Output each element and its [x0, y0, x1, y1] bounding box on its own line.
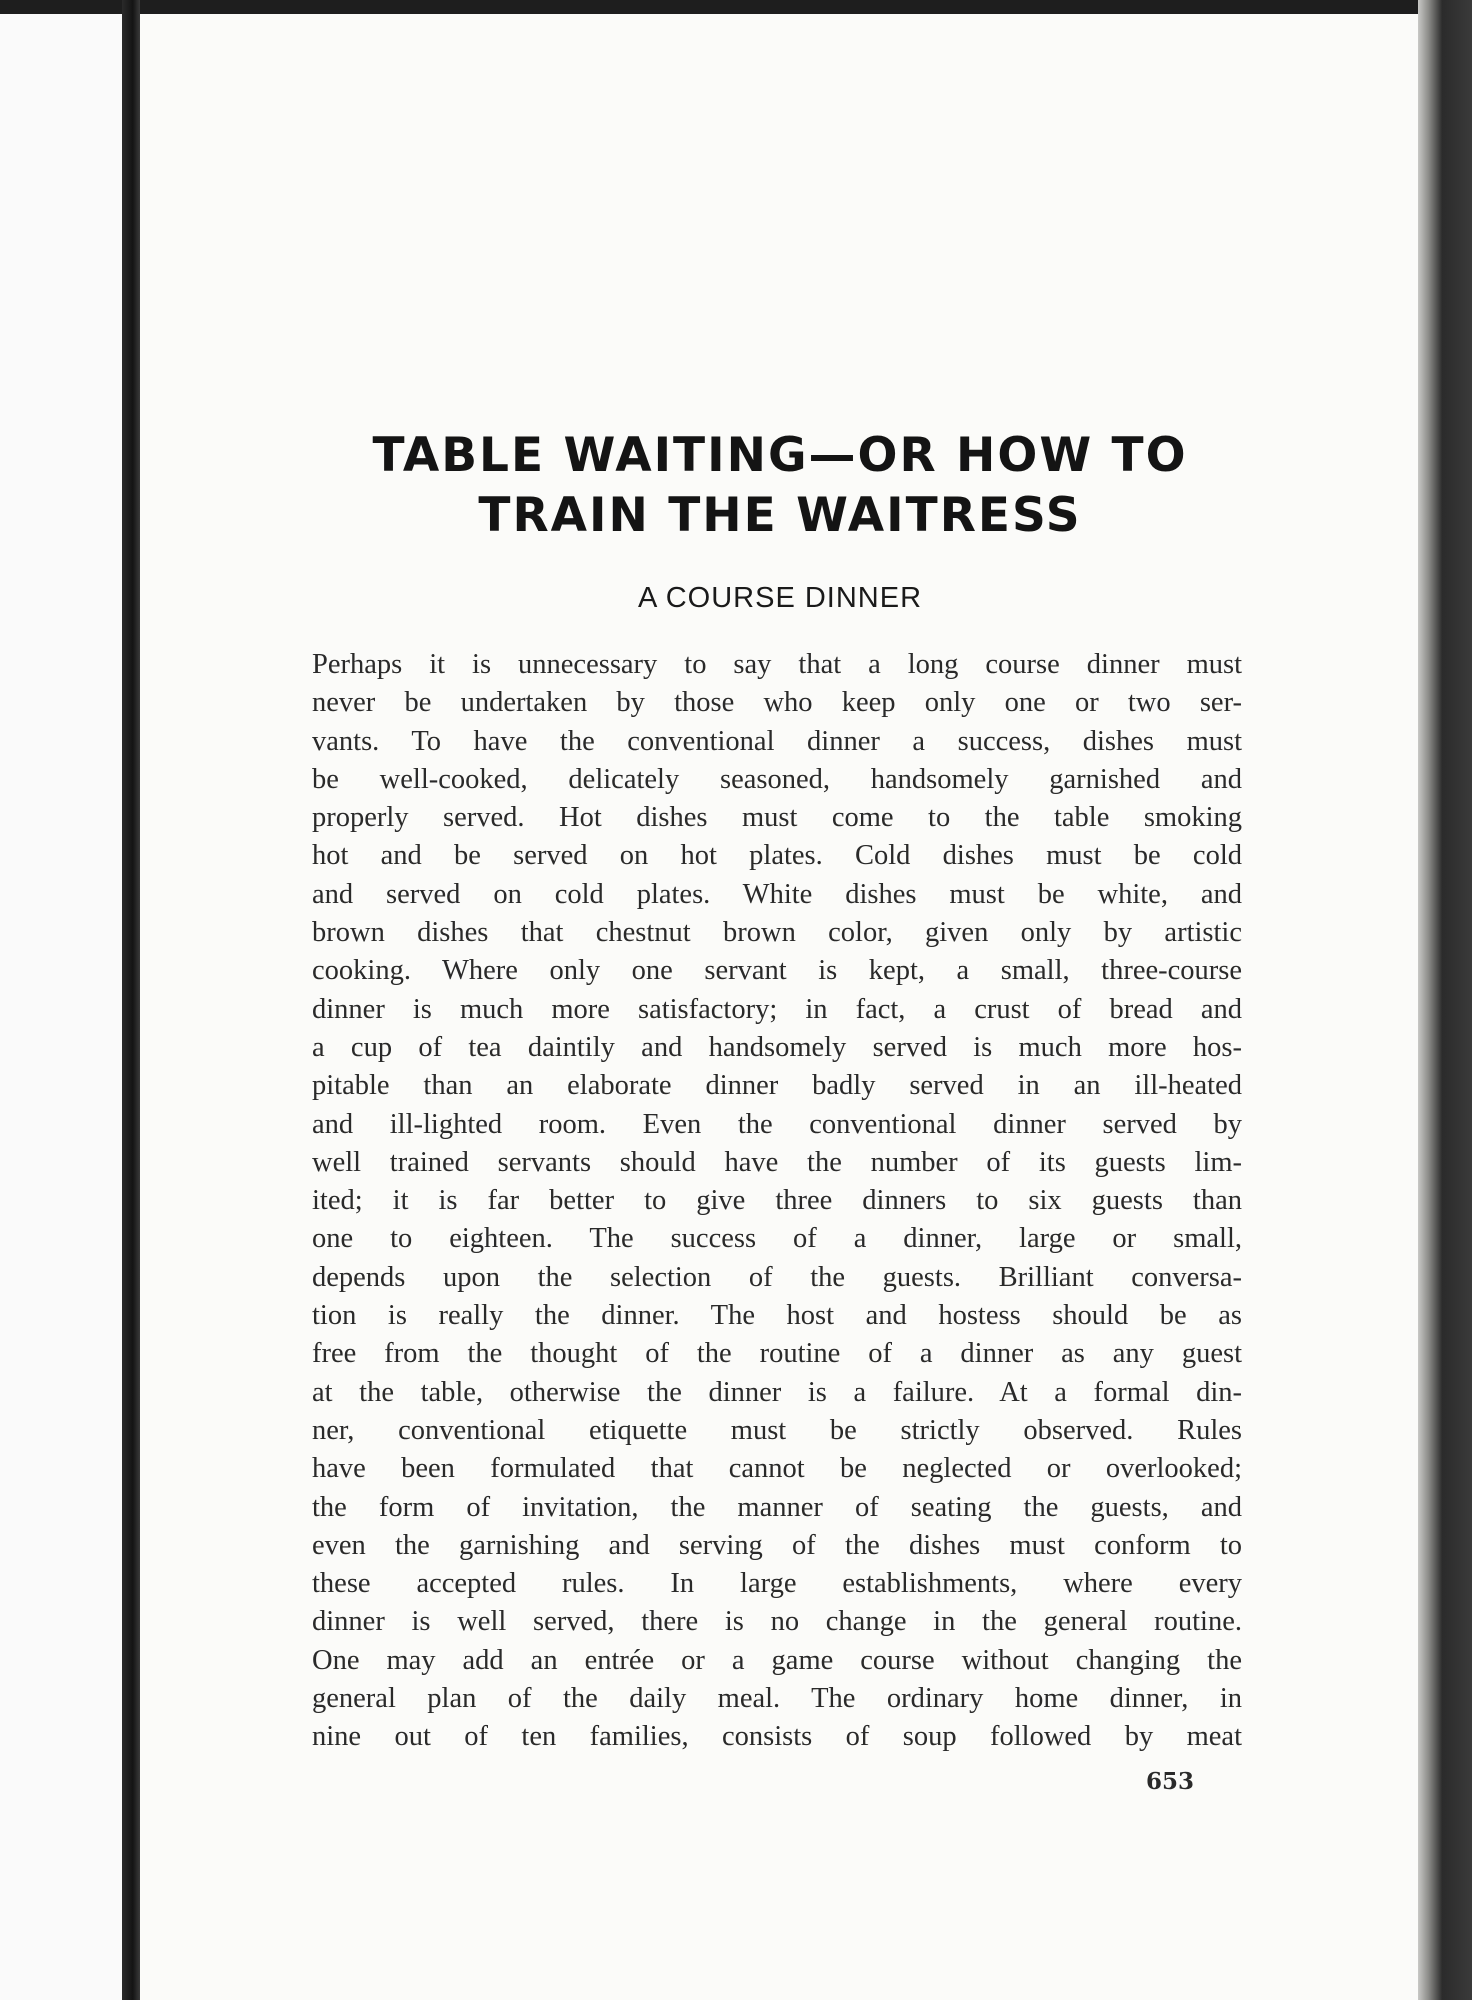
body-line: tion is really the dinner. The host and hostess should be as [312, 1300, 1242, 1332]
chapter-title [0, 426, 1472, 546]
body-line: ner, conventional etiquette must be strictly observed. Rules [312, 1414, 1242, 1446]
body-line: depends upon the selection of the guests. Brilliant conversa- [312, 1261, 1242, 1293]
body-line: be well-cooked, delicately seasoned, handsomely garnished and [312, 763, 1242, 795]
body-line: hot and be served on hot plates. Cold dishes must be cold [312, 840, 1242, 872]
body-line: brown dishes that chestnut brown color, given only by artistic [312, 917, 1242, 949]
body-line: the form of invitation, the manner of seating the guests, and [312, 1491, 1242, 1523]
chapter-title-line-2: TRAIN THE WAITRESS [478, 488, 1082, 543]
body-line: even the garnishing and serving of the dishes must conform to [312, 1529, 1242, 1561]
body-line: pitable than an elaborate dinner badly served in an ill-heated [312, 1070, 1242, 1102]
body-line: general plan of the daily meal. The ordinary home dinner, in [312, 1683, 1242, 1715]
body-paragraph [312, 646, 1242, 1757]
body-line: nine out of ten families, consists of soup followed by meat [312, 1721, 1242, 1753]
book-gutter [122, 0, 140, 2000]
facing-page-edge [0, 14, 122, 2000]
body-line: ited; it is far better to give three dinners to six guests than [312, 1185, 1242, 1217]
page-number: 653 [1146, 1768, 1195, 1795]
body-line: one to eighteen. The success of a dinner, large or small, [312, 1223, 1242, 1255]
body-line: vants. To have the conventional dinner a success, dishes must [312, 725, 1242, 757]
body-line: and ill-lighted room. Even the conventional dinner served by [312, 1108, 1242, 1140]
body-line: well trained servants should have the number of its guests lim- [312, 1146, 1242, 1178]
chapter-title-line-1: TABLE WAITING—OR HOW TO [372, 428, 1188, 483]
book-fore-edge [1418, 0, 1472, 2000]
section-heading: A COURSE DINNER [637, 582, 923, 614]
body-line: at the table, otherwise the dinner is a failure. At a formal din- [312, 1376, 1242, 1408]
body-line: Perhaps it is unnecessary to say that a long course dinner must [312, 649, 1242, 680]
scan-top-edge [0, 0, 1472, 14]
body-line: free from the thought of the routine of a dinner as any guest [312, 1338, 1242, 1370]
body-line: and served on cold plates. White dishes must be white, and [312, 878, 1242, 910]
body-line: never be undertaken by those who keep only one or two ser- [312, 687, 1242, 719]
body-line: these accepted rules. In large establishments, where every [312, 1568, 1242, 1600]
body-line: have been formulated that cannot be neglected or overlooked; [312, 1453, 1242, 1485]
body-line: One may add an entrée or a game course without changing the [312, 1644, 1242, 1676]
body-line: dinner is well served, there is no change in the general routine. [312, 1606, 1242, 1638]
body-line: cooking. Where only one servant is kept, a small, three-course [312, 955, 1242, 987]
body-line: a cup of tea daintily and handsomely served is much more hos- [312, 1031, 1242, 1063]
body-line: properly served. Hot dishes must come to the table smoking [312, 802, 1242, 834]
body-line: dinner is much more satisfactory; in fact, a crust of bread and [312, 993, 1242, 1025]
